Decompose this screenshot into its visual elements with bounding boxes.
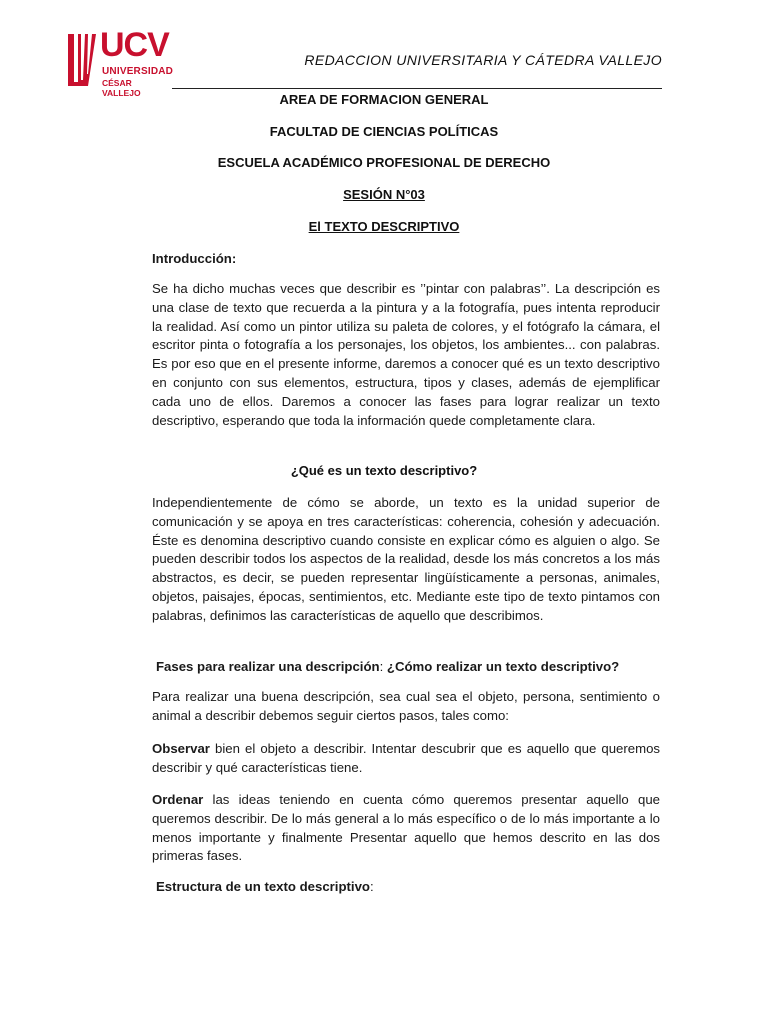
faculty-heading: FACULTAD DE CIENCIAS POLÍTICAS <box>269 124 499 139</box>
structure-heading <box>156 878 664 897</box>
order-text: las ideas teniendo en cuenta cómo queremos presentar aquello que queremos describir. De lo más general a lo más específico o de lo más importante a lo menos importante y finalmente Presentar aquello que hemos descrito en las dos primeras fases. <box>152 792 660 864</box>
logo-line1: UNIVERSIDAD <box>102 66 174 77</box>
phases-heading-sep: : <box>379 659 387 674</box>
structure-heading-label: Estructura de un texto descriptivo <box>156 879 370 894</box>
structure-heading-tail: : <box>369 879 374 894</box>
order-label: Ordenar <box>152 792 204 807</box>
header-title: REDACCION UNIVERSITARIA Y CÁTEDRA VALLEJO <box>304 52 662 68</box>
area-heading: AREA DE FORMACION GENERAL <box>279 92 489 107</box>
ucv-logo <box>66 26 174 98</box>
phases-intro-paragraph: Para realizar una buena descripción, sea cual sea el objeto, persona, sentimiento o animal a describir debemos seguir ciertos pasos, tales como: <box>152 689 660 723</box>
observe-text: bien el objeto a describir. Intentar descubrir que es aquello que queremos describir y qué características tiene. <box>152 741 660 775</box>
logo-line2: CÉSAR VALLEJO <box>102 78 141 98</box>
what-is-paragraph: Independientemente de cómo se aborde, un texto es la unidad superior de comunicación y se apoya en tres características: coherencia, cohesión y adecuación. Éste es denomina descriptivo cuando consiste en explicar cómo es alguien o algo. Se pueden describir todos los aspectos de la realidad, desde los más concretos a los más abstractos, es decir, se pueden representar lingüísticamente a personas, animales, objetos, paisajes, épocas, sentimientos, etc. Mediante este tipo de texto pintamos con palabras, definimos las características de aquello que describimos. <box>152 495 660 623</box>
topic-heading: El TEXTO DESCRIPTIVO <box>308 219 460 234</box>
what-is-heading: ¿Qué es un texto descriptivo? <box>290 463 478 478</box>
logo-letters: UCV <box>100 26 169 64</box>
observe-paragraph <box>152 740 660 778</box>
intro-label: Introducción: <box>152 251 237 266</box>
school-heading: ESCUELA ACADÉMICO PROFESIONAL DE DERECHO <box>217 155 551 170</box>
order-paragraph <box>152 791 660 866</box>
phases-heading <box>156 658 664 677</box>
observe-label: Observar <box>152 741 210 756</box>
intro-paragraph: Se ha dicho muchas veces que describir es ’’pintar con palabras’’. La descripción es una clase de texto que recuerda a la pintura y a la fotografía, pues intenta reproducir la realidad. Así como un pintor utiliza su paleta de colores, y el fotógrafo la cámara, el escritor pinta o fotografía a los personajes, los objetos, los ambientes... con palabras. Es por eso que en el presente informe, daremos a conocer qué es un texto descriptivo en conjunto con sus elementos, estructura, tipos y clases, además de ejemplificar cada uno de ellos. Daremos a conocer las fases para lograr realizar un texto descriptivo, esperando que toda la información quede completamente clara. <box>152 281 660 428</box>
phases-heading-part2: ¿Cómo realizar un texto descriptivo? <box>386 659 620 674</box>
header-divider <box>172 88 662 89</box>
phases-heading-part1: Fases para realizar una descripción <box>156 659 380 674</box>
session-heading: SESIÓN N°03 <box>343 187 425 202</box>
